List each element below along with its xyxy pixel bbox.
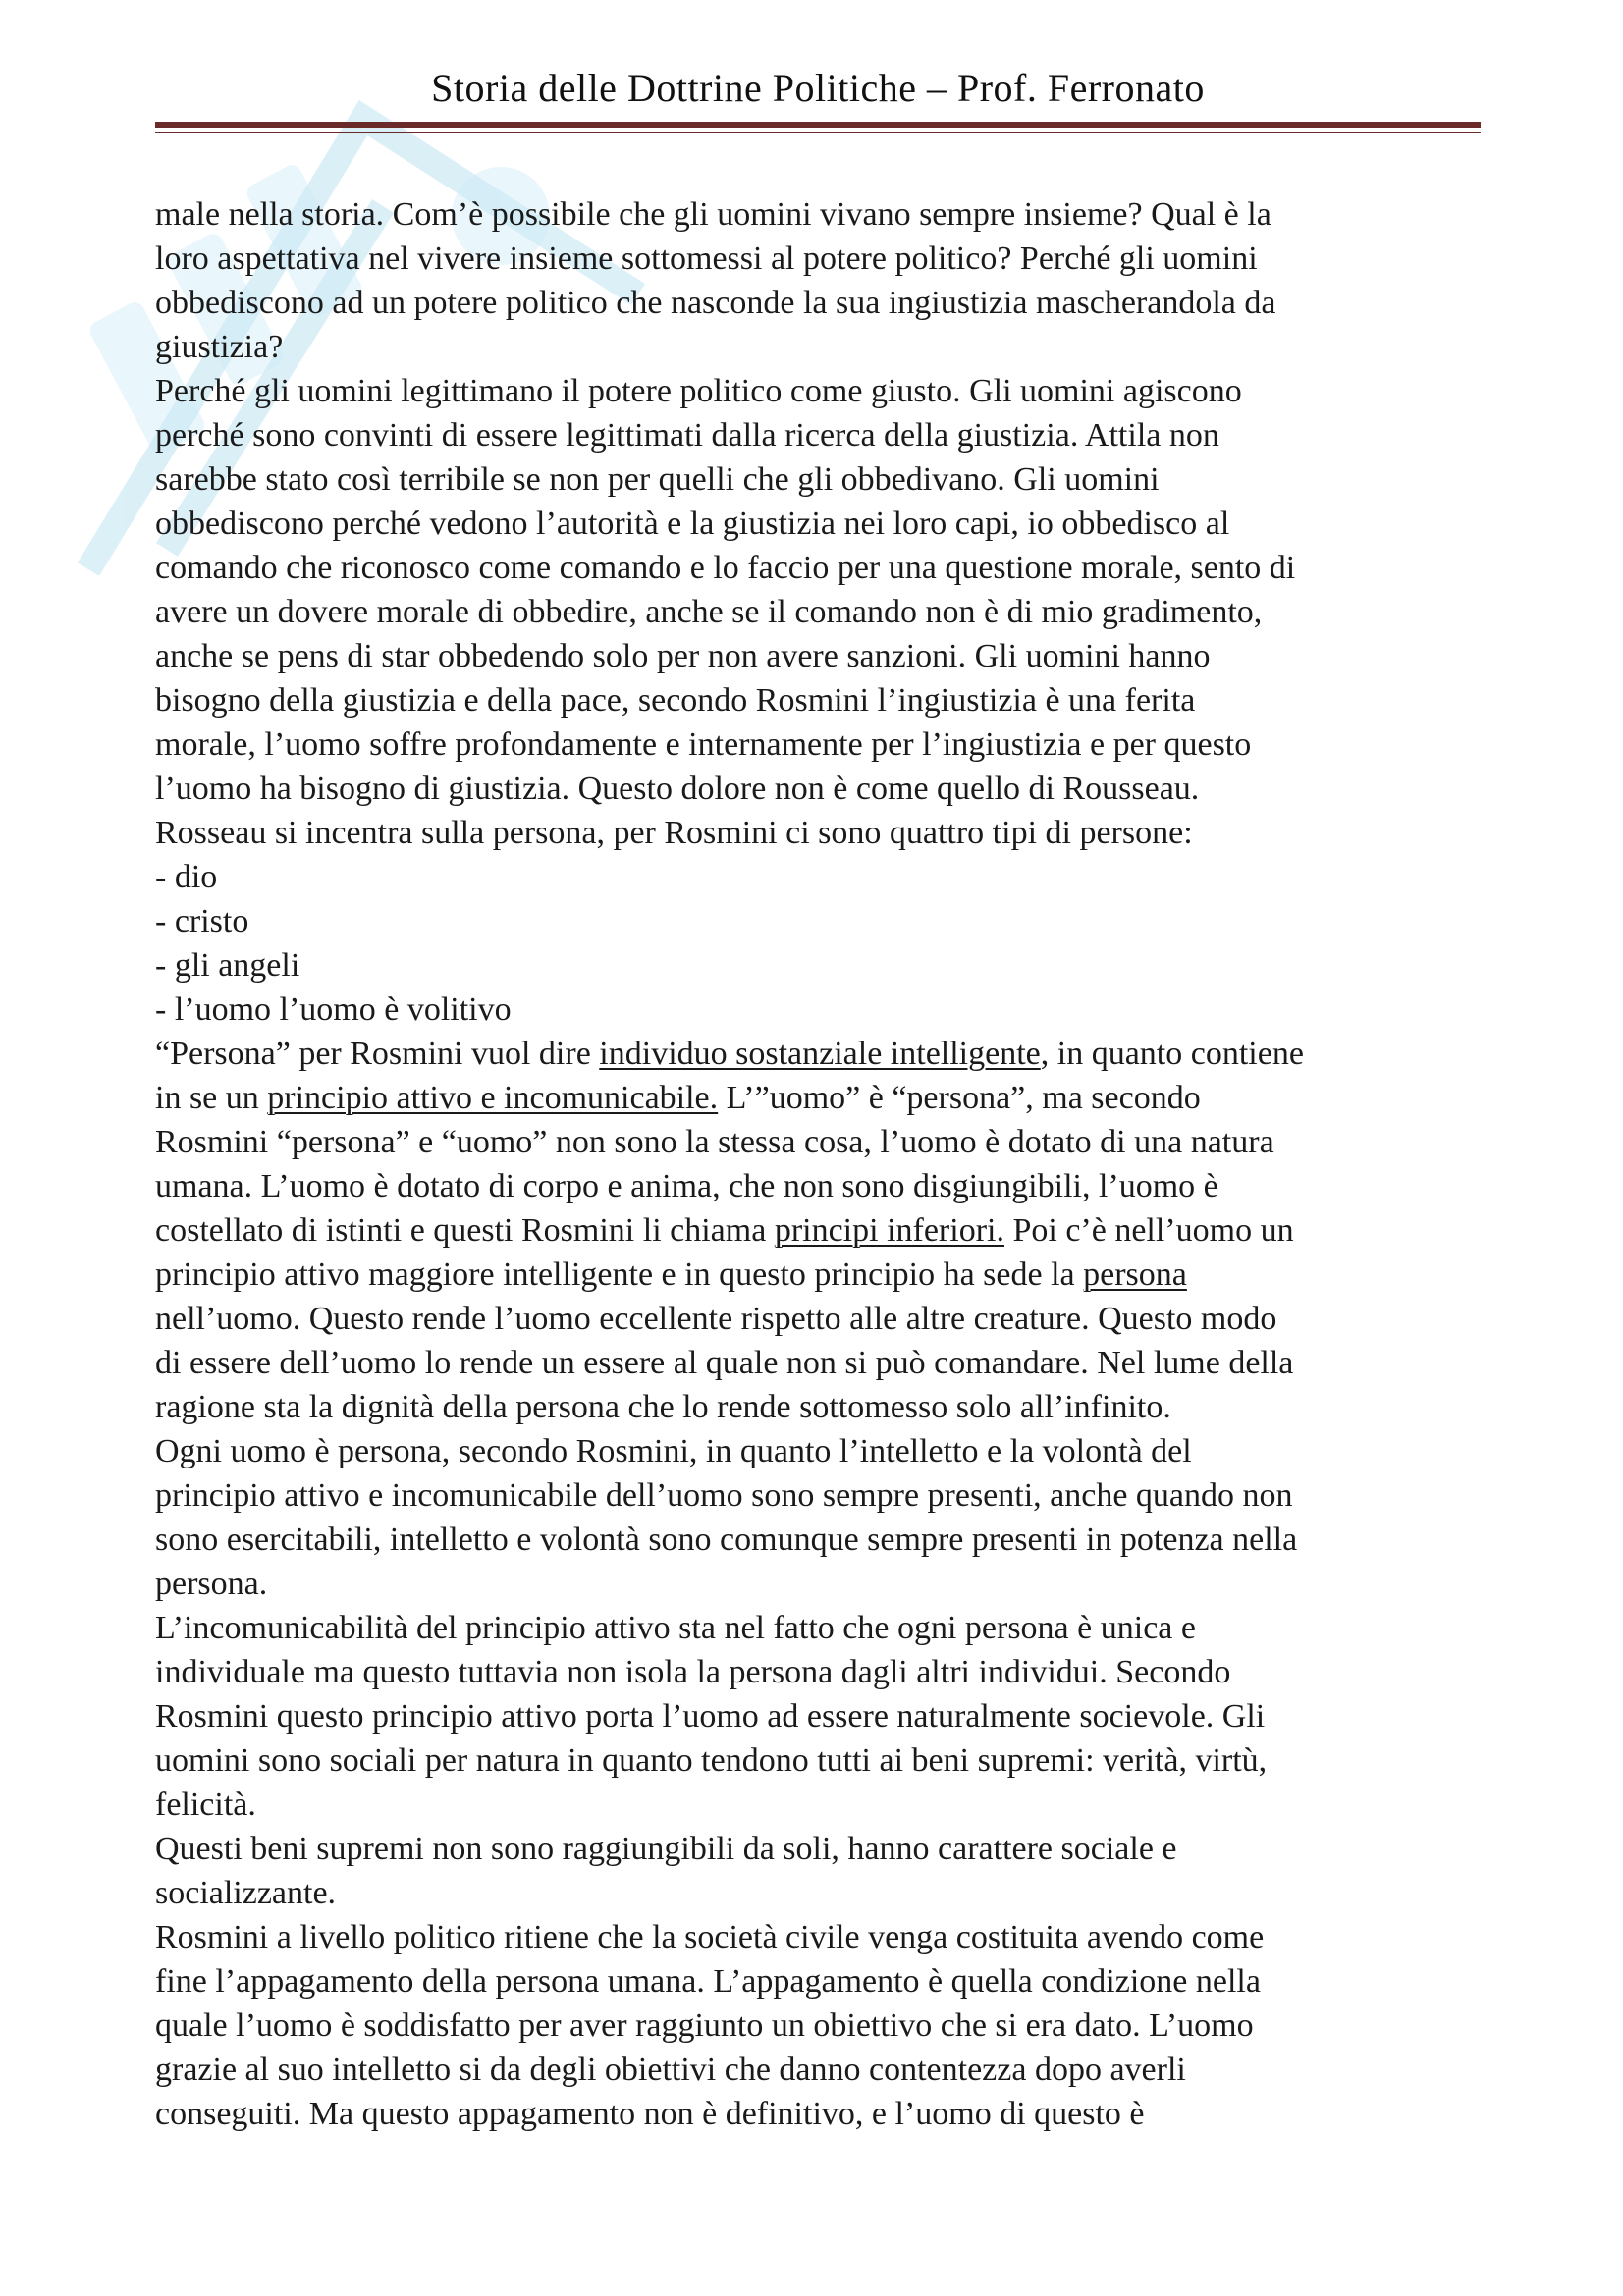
text-segment: felicità. <box>155 1787 256 1823</box>
text-segment: nell’uomo. Questo rende l’uomo eccellente rispetto alle altre creature. Questo modo <box>155 1301 1277 1337</box>
text-segment: Rosmini a livello politico ritiene che la società civile venga costituita avendo come <box>155 1919 1265 1955</box>
text-line <box>155 855 1490 899</box>
text-line <box>155 1385 1490 1429</box>
text-line <box>155 1076 1490 1120</box>
text-line <box>155 1429 1490 1473</box>
text-segment: - cristo <box>155 903 249 939</box>
text-segment: - l’uomo l’uomo è volitivo <box>155 991 512 1028</box>
text-line <box>155 1694 1490 1738</box>
text-line <box>155 1208 1490 1253</box>
underlined-term: persona <box>1083 1256 1187 1293</box>
text-line <box>155 281 1490 325</box>
text-segment: loro aspettativa nel vivere insieme sottomessi al potere politico? Perché gli uomini <box>155 240 1258 277</box>
text-segment: individuale ma questo tuttavia non isola la persona dagli altri individui. Secondo <box>155 1654 1231 1690</box>
text-line <box>155 1606 1490 1650</box>
text-segment: giustizia? <box>155 329 284 365</box>
underlined-term: principio attivo e incomunicabile. <box>267 1080 719 1116</box>
text-line <box>155 1783 1490 1827</box>
text-line <box>155 1120 1490 1164</box>
text-line <box>155 1297 1490 1341</box>
text-line <box>155 2092 1490 2136</box>
text-line <box>155 1253 1490 1297</box>
text-line <box>155 811 1490 855</box>
text-line <box>155 722 1490 767</box>
text-line <box>155 237 1490 281</box>
text-segment: , in quanto contiene <box>1040 1036 1304 1072</box>
header-rule-thin <box>155 132 1481 133</box>
text-line <box>155 1650 1490 1694</box>
text-line <box>155 1959 1490 2003</box>
text-line <box>155 988 1490 1032</box>
text-segment: obbediscono ad un potere politico che nasconde la sua ingiustizia mascherandola da <box>155 285 1276 321</box>
text-segment: - gli angeli <box>155 947 300 984</box>
text-line <box>155 1871 1490 1915</box>
text-line <box>155 1915 1490 1959</box>
text-segment: avere un dovere morale di obbedire, anche se il comando non è di mio gradimento, <box>155 594 1263 630</box>
text-segment: principio attivo maggiore intelligente e in questo principio ha sede la <box>155 1256 1084 1293</box>
text-segment: Ogni uomo è persona, secondo Rosmini, in quanto l’intelletto e la volontà del <box>155 1433 1192 1469</box>
text-segment: L’incomunicabilità del principio attivo sta nel fatto che ogni persona è unica e <box>155 1610 1196 1646</box>
text-line <box>155 767 1490 811</box>
text-line <box>155 590 1490 634</box>
text-segment: - dio <box>155 859 218 895</box>
text-segment: di essere dell’uomo lo rende un essere al quale non si può comandare. Nel lume della <box>155 1345 1294 1381</box>
text-line <box>155 2003 1490 2048</box>
text-segment: quale l’uomo è soddisfatto per aver raggiunto un obiettivo che si era dato. L’uomo <box>155 2007 1254 2044</box>
text-line <box>155 457 1490 502</box>
text-segment: Rosmini questo principio attivo porta l’uomo ad essere naturalmente socievole. Gli <box>155 1698 1266 1735</box>
text-segment: morale, l’uomo soffre profondamente e internamente per l’ingiustizia e per questo <box>155 726 1252 763</box>
text-segment: uomini sono sociali per natura in quanto tendono tutti ai beni supremi: verità, virtù, <box>155 1742 1268 1779</box>
text-segment: male nella storia. Com’è possibile che gli uomini vivano sempre insieme? Qual è la <box>155 196 1271 233</box>
text-segment: Rosseau si incentra sulla persona, per Rosmini ci sono quattro tipi di persone: <box>155 815 1193 851</box>
text-segment: L’”uomo” è “persona”, ma secondo <box>718 1080 1201 1116</box>
text-line <box>155 1473 1490 1518</box>
text-segment: sono esercitabili, intelletto e volontà sono comunque sempre presenti in potenza nella <box>155 1522 1298 1558</box>
underlined-term: principi inferiori. <box>774 1212 1004 1249</box>
text-line <box>155 1032 1490 1076</box>
text-segment: costellato di istinti e questi Rosmini li chiama <box>155 1212 775 1249</box>
text-segment: socializzante. <box>155 1875 337 1911</box>
text-line <box>155 325 1490 369</box>
text-segment: “Persona” per Rosmini vuol dire <box>155 1036 600 1072</box>
text-segment: Perché gli uomini legittimano il potere politico come giusto. Gli uomini agiscono <box>155 373 1242 409</box>
text-line <box>155 678 1490 722</box>
text-segment: comando che riconosco come comando e lo faccio per una questione morale, sento di <box>155 550 1296 586</box>
underlined-term: individuo sostanziale intelligente <box>599 1036 1041 1072</box>
text-line <box>155 413 1490 457</box>
text-segment: fine l’appagamento della persona umana. L’appagamento è quella condizione nella <box>155 1963 1261 2000</box>
text-line <box>155 1341 1490 1385</box>
text-line <box>155 1164 1490 1208</box>
text-segment: conseguiti. Ma questo appagamento non è definitivo, e l’uomo di questo è <box>155 2096 1145 2132</box>
text-segment: bisogno della giustizia e della pace, secondo Rosmini l’ingiustizia è una ferita <box>155 682 1196 719</box>
text-segment: l’uomo ha bisogno di giustizia. Questo dolore non è come quello di Rousseau. <box>155 771 1200 807</box>
text-line <box>155 899 1490 943</box>
text-line <box>155 943 1490 988</box>
header-container <box>155 61 1481 116</box>
text-line <box>155 1738 1490 1783</box>
text-segment: grazie al suo intelletto si da degli obiettivi che danno contentezza dopo averli <box>155 2052 1186 2088</box>
text-segment: Poi c’è nell’uomo un <box>1003 1212 1294 1249</box>
text-segment: perché sono convinti di essere legittimati dalla ricerca della giustizia. Attila non <box>155 417 1219 454</box>
text-segment: ragione sta la dignità della persona che lo rende sottomesso solo all’infinito. <box>155 1389 1171 1425</box>
text-segment: anche se pens di star obbedendo solo per non avere sanzioni. Gli uomini hanno <box>155 638 1211 674</box>
text-line <box>155 546 1490 590</box>
text-segment: umana. L’uomo è dotato di corpo e anima, che non sono disgiungibili, l’uomo è <box>155 1168 1218 1204</box>
text-segment: persona. <box>155 1566 268 1602</box>
text-line <box>155 634 1490 678</box>
document-body <box>155 192 1490 2136</box>
text-line <box>155 502 1490 546</box>
text-line <box>155 1518 1490 1562</box>
text-line <box>155 1827 1490 1871</box>
text-line <box>155 1562 1490 1606</box>
text-segment: in se un <box>155 1080 268 1116</box>
text-line <box>155 2048 1490 2092</box>
text-segment: sarebbe stato così terribile se non per quelli che gli obbedivano. Gli uomini <box>155 461 1160 498</box>
text-line <box>155 369 1490 413</box>
text-line <box>155 192 1490 237</box>
header-title: Storia delle Dottrine Politiche – Prof. Ferronato <box>431 66 1205 110</box>
text-segment: Questi beni supremi non sono raggiungibili da soli, hanno carattere sociale e <box>155 1831 1177 1867</box>
text-segment: Rosmini “persona” e “uomo” non sono la stessa cosa, l’uomo è dotato di una natura <box>155 1124 1274 1160</box>
header-rule-thick <box>155 122 1481 128</box>
text-segment: obbediscono perché vedono l’autorità e la giustizia nei loro capi, io obbedisco al <box>155 506 1230 542</box>
text-segment: principio attivo e incomunicabile dell’uomo sono sempre presenti, anche quando non <box>155 1477 1293 1514</box>
